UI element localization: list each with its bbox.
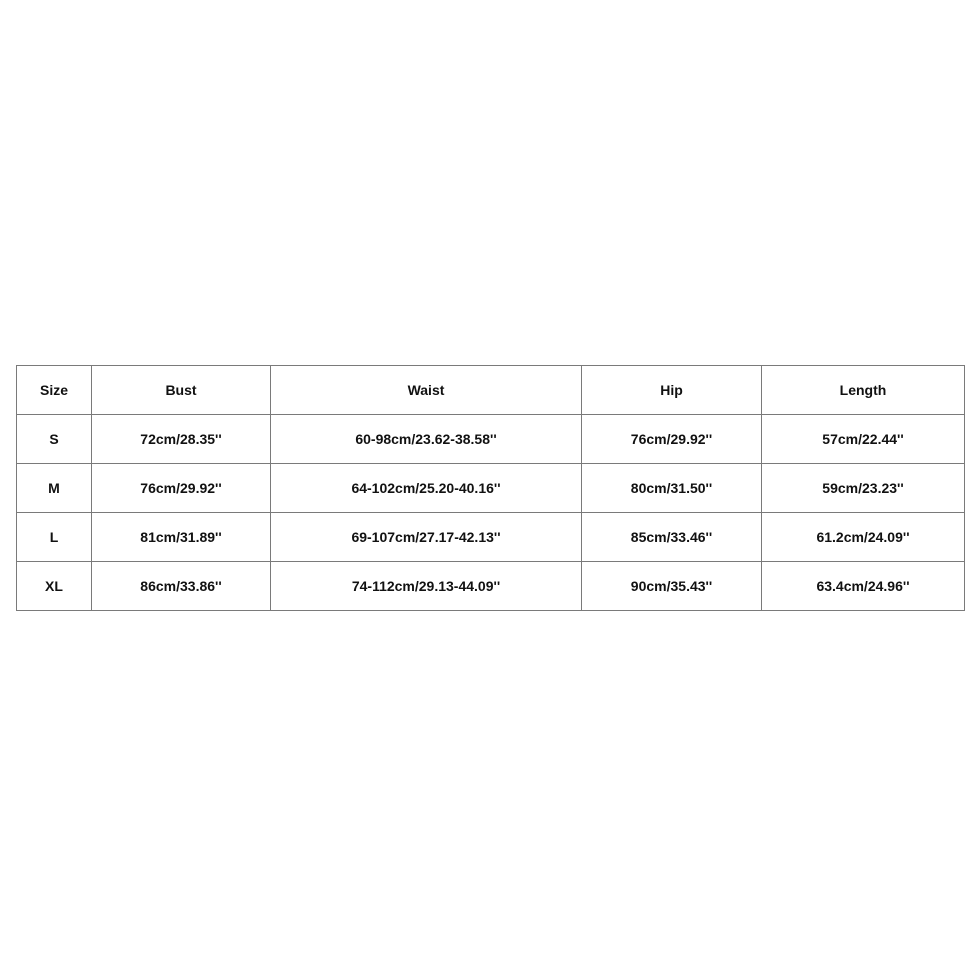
cell-size: XL bbox=[17, 562, 92, 611]
header-size: Size bbox=[17, 366, 92, 415]
table-row bbox=[17, 513, 965, 562]
cell-waist: 60-98cm/23.62-38.58'' bbox=[271, 415, 582, 464]
cell-size: M bbox=[17, 464, 92, 513]
header-length: Length bbox=[762, 366, 965, 415]
cell-hip: 85cm/33.46'' bbox=[582, 513, 762, 562]
cell-hip: 80cm/31.50'' bbox=[582, 464, 762, 513]
cell-size: L bbox=[17, 513, 92, 562]
cell-length: 59cm/23.23'' bbox=[762, 464, 965, 513]
table-row bbox=[17, 415, 965, 464]
cell-length: 63.4cm/24.96'' bbox=[762, 562, 965, 611]
size-chart-table bbox=[16, 365, 965, 611]
cell-length: 61.2cm/24.09'' bbox=[762, 513, 965, 562]
cell-length: 57cm/22.44'' bbox=[762, 415, 965, 464]
header-bust: Bust bbox=[92, 366, 271, 415]
cell-waist: 74-112cm/29.13-44.09'' bbox=[271, 562, 582, 611]
cell-hip: 90cm/35.43'' bbox=[582, 562, 762, 611]
header-waist: Waist bbox=[271, 366, 582, 415]
cell-waist: 64-102cm/25.20-40.16'' bbox=[271, 464, 582, 513]
cell-bust: 81cm/31.89'' bbox=[92, 513, 271, 562]
table-row bbox=[17, 562, 965, 611]
cell-bust: 86cm/33.86'' bbox=[92, 562, 271, 611]
cell-waist: 69-107cm/27.17-42.13'' bbox=[271, 513, 582, 562]
cell-bust: 72cm/28.35'' bbox=[92, 415, 271, 464]
cell-bust: 76cm/29.92'' bbox=[92, 464, 271, 513]
cell-size: S bbox=[17, 415, 92, 464]
cell-hip: 76cm/29.92'' bbox=[582, 415, 762, 464]
table-row bbox=[17, 464, 965, 513]
table-header-row bbox=[17, 366, 965, 415]
header-hip: Hip bbox=[582, 366, 762, 415]
